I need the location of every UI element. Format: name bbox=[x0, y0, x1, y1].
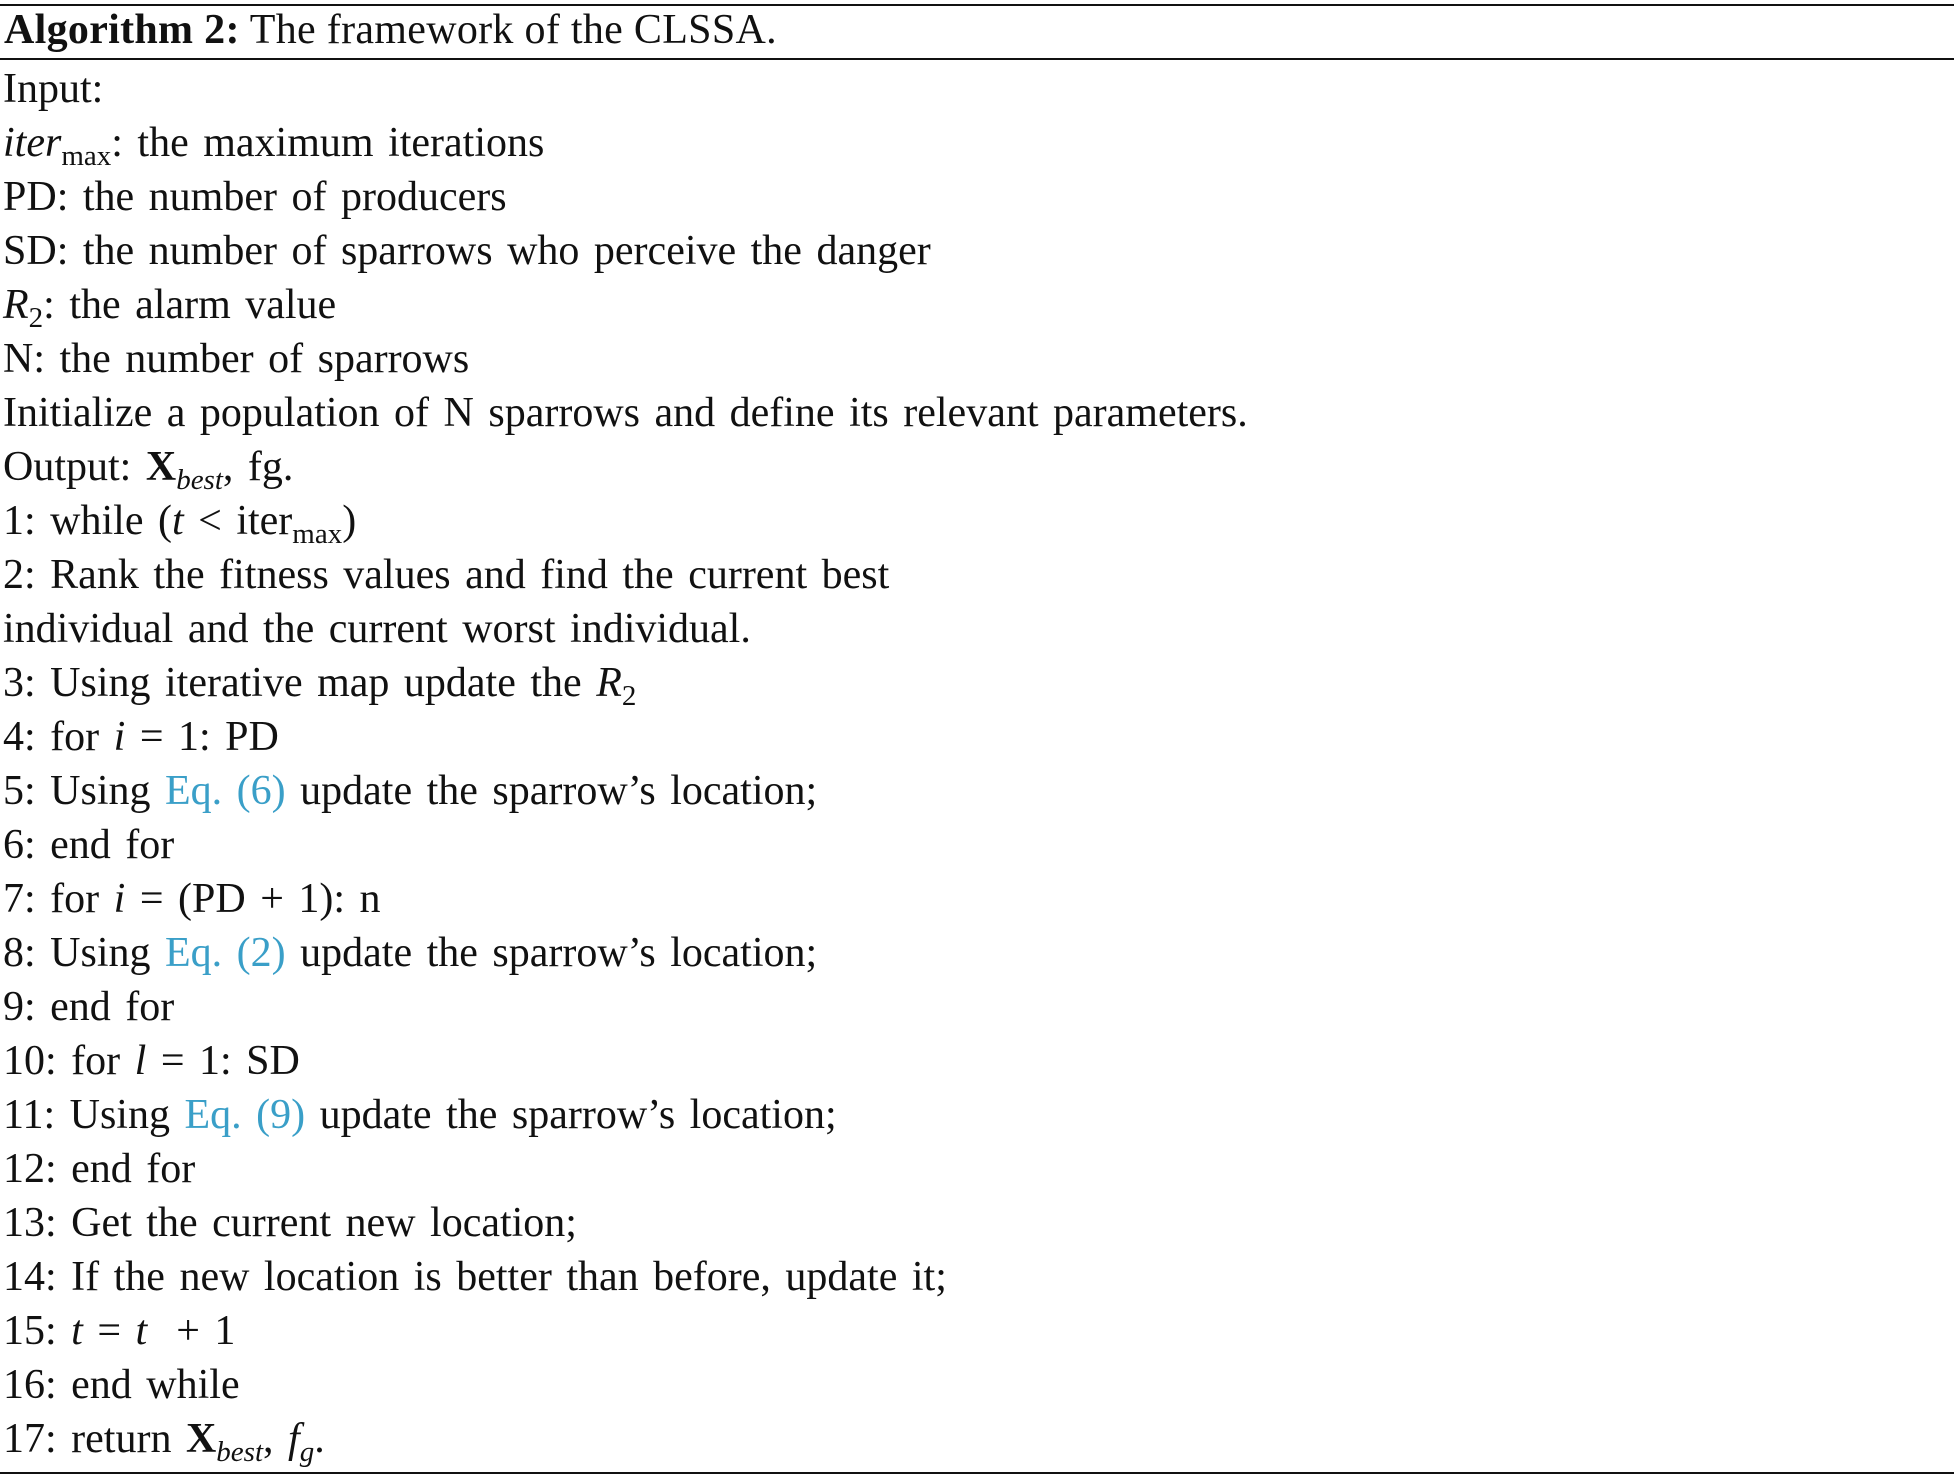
step-1-close: ) bbox=[342, 498, 357, 544]
step-5 bbox=[3, 764, 1943, 818]
step-3 bbox=[3, 656, 1943, 710]
itermax-var: iter bbox=[3, 120, 62, 166]
step-1 bbox=[3, 494, 1943, 548]
eq-2-link[interactable]: Eq. (2) bbox=[165, 930, 286, 976]
step-10 bbox=[3, 1034, 1943, 1088]
input-pd: PD: the number of producers bbox=[3, 174, 507, 220]
step-10-var: l bbox=[134, 1038, 147, 1084]
step-3-pre: 3: Using iterative map update the bbox=[3, 660, 597, 706]
step-11-pre: 11: Using bbox=[3, 1092, 185, 1138]
step-4-var: i bbox=[113, 714, 126, 760]
output-x: X bbox=[145, 444, 177, 490]
step-5-post: update the sparrow’s location; bbox=[285, 768, 818, 814]
step-7 bbox=[3, 872, 1943, 926]
step-1-lt: < iter bbox=[183, 498, 293, 544]
step-10-rest: = 1: SD bbox=[146, 1038, 300, 1084]
input-r2 bbox=[3, 278, 1943, 332]
eq-6-link[interactable]: Eq. (6) bbox=[165, 768, 286, 814]
step-4-rest: = 1: PD bbox=[125, 714, 279, 760]
step-13: 13: Get the current new location; bbox=[3, 1200, 577, 1246]
input-itermax bbox=[3, 116, 1943, 170]
step-15-pre: 15: bbox=[3, 1308, 72, 1354]
input-header: Input: bbox=[3, 66, 104, 112]
output-x-sub: best bbox=[176, 464, 223, 496]
step-3-sub: 2 bbox=[621, 680, 637, 712]
input-sd: SD: the number of sparrows who perceive the danger bbox=[3, 228, 931, 274]
step-16: 16: end while bbox=[3, 1362, 240, 1408]
r2-desc: : the alarm value bbox=[43, 282, 337, 328]
step-8 bbox=[3, 926, 1943, 980]
step-4-pre: 4: for bbox=[3, 714, 114, 760]
step-1-pre: 1: while ( bbox=[3, 498, 172, 544]
step-17-x: X bbox=[185, 1416, 217, 1462]
step-11-post: update the sparrow’s location; bbox=[305, 1092, 837, 1138]
output-prefix: Output: bbox=[3, 444, 146, 490]
r2-var: R bbox=[3, 282, 29, 328]
step-15-eq: = bbox=[82, 1308, 136, 1354]
step-17-x-sub: best bbox=[216, 1436, 264, 1468]
step-15-t2: t bbox=[135, 1308, 148, 1354]
step-2a: 2: Rank the fitness values and find the current best bbox=[3, 552, 890, 598]
algorithm-caption bbox=[4, 2, 777, 58]
itermax-desc: : the maximum iterations bbox=[111, 120, 545, 166]
step-17-f: f bbox=[288, 1416, 300, 1462]
step-9: 9: end for bbox=[3, 984, 175, 1030]
caption-rule bbox=[0, 58, 1954, 60]
step-7-var: i bbox=[113, 876, 126, 922]
itermax-sub: max bbox=[61, 140, 112, 172]
step-11 bbox=[3, 1088, 1943, 1142]
step-15-t1: t bbox=[71, 1308, 83, 1354]
caption-label: Algorithm 2: bbox=[4, 7, 240, 53]
step-2b: individual and the current worst individual. bbox=[3, 606, 751, 652]
step-7-pre: 7: for bbox=[3, 876, 114, 922]
algorithm-body bbox=[3, 62, 1943, 1466]
step-1-t: t bbox=[171, 498, 184, 544]
step-17-end: . bbox=[314, 1416, 325, 1462]
step-3-var: R bbox=[596, 660, 622, 706]
caption-title: The framework of the CLSSA. bbox=[249, 7, 777, 53]
eq-9-link[interactable]: Eq. (9) bbox=[184, 1092, 306, 1138]
step-7-rest: = (PD + 1): n bbox=[125, 876, 381, 922]
step-8-pre: 8: Using bbox=[3, 930, 166, 976]
output-suffix: , fg. bbox=[222, 444, 294, 490]
step-17 bbox=[3, 1412, 1943, 1466]
bottom-rule bbox=[0, 1472, 1954, 1474]
step-8-post: update the sparrow’s location; bbox=[285, 930, 818, 976]
step-17-pre: 17: return bbox=[3, 1416, 186, 1462]
step-14: 14: If the new location is better than before, update it; bbox=[3, 1254, 947, 1300]
step-15-rest: + 1 bbox=[147, 1308, 236, 1354]
step-4 bbox=[3, 710, 1943, 764]
step-12: 12: end for bbox=[3, 1146, 196, 1192]
r2-sub: 2 bbox=[28, 302, 44, 334]
step-5-pre: 5: Using bbox=[3, 768, 166, 814]
step-15 bbox=[3, 1304, 1943, 1358]
step-17-f-sub: g bbox=[299, 1436, 315, 1468]
output-line bbox=[3, 440, 1943, 494]
step-1-sub: max bbox=[292, 518, 343, 550]
step-6: 6: end for bbox=[3, 822, 175, 868]
input-n: N: the number of sparrows bbox=[3, 336, 470, 382]
step-10-pre: 10: for bbox=[3, 1038, 135, 1084]
input-init: Initialize a population of N sparrows and define its relevant parameters. bbox=[3, 390, 1248, 436]
step-17-comma: , bbox=[263, 1416, 289, 1462]
